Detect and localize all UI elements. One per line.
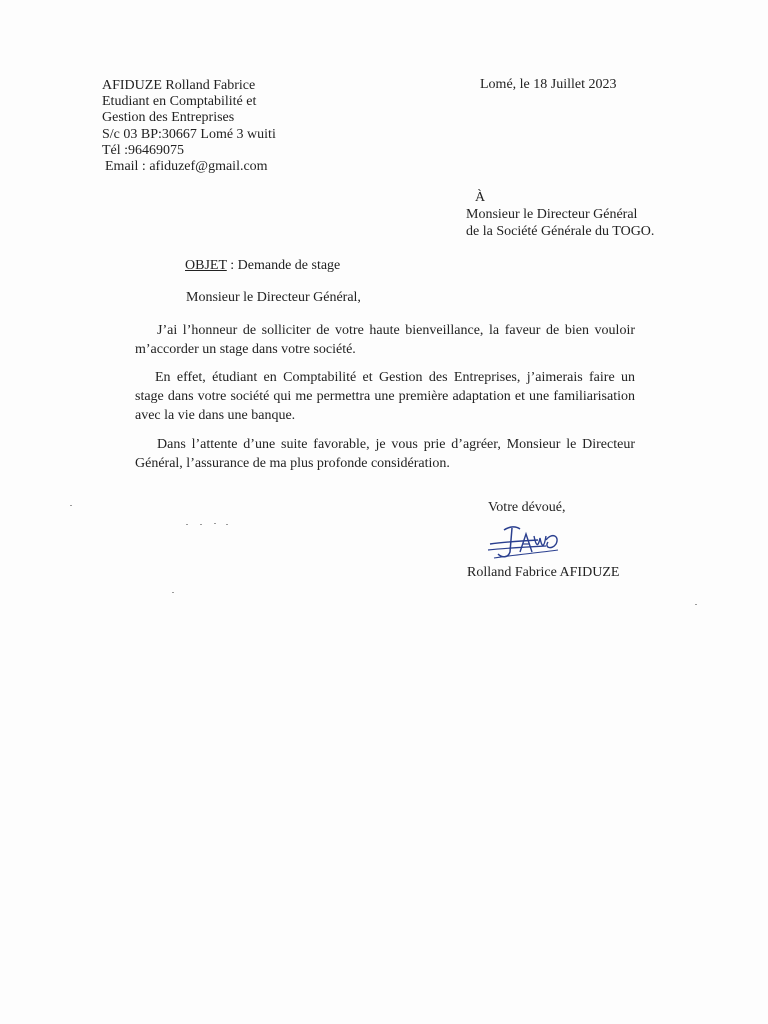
recipient-prefix: À	[475, 190, 486, 205]
subject-label: OBJET	[185, 258, 227, 273]
handwritten-signature	[486, 522, 562, 564]
sender-study-line1: Etudiant en Comptabilité et	[102, 94, 257, 110]
subject-text: : Demande de stage	[226, 258, 341, 273]
scan-speck	[214, 523, 216, 524]
body-paragraph-3: Dans l’attente d’une suite favorable, je vous prie d’agréer, Monsieur le Directeur Général, l’assurance de ma plus profonde considération.	[135, 437, 635, 471]
sender-study-line2: Gestion des Entreprises	[102, 110, 235, 126]
sender-address: S/c 03 BP:30667 Lomé 3 wuiti	[102, 126, 276, 142]
scan-speck	[172, 592, 174, 593]
signer-name: Rolland Fabrice AFIDUZE	[467, 565, 620, 580]
subject-line	[185, 258, 340, 274]
recipient-line1: Monsieur le Directeur Général	[466, 207, 638, 222]
letter-date: Lomé, le 18 Juillet 2023	[480, 77, 617, 92]
scan-speck	[695, 604, 697, 605]
body-paragraph-2: En effet, étudiant en Comptabilité et Gestion des Entreprises, j’aimerais faire un stage dans votre société qui me permettra une première adaptation et une familiarisation avec la vie dans une banque.	[135, 370, 635, 423]
sender-phone: Tél :96469075	[102, 142, 185, 158]
sender-email: Email : afiduzef@gmail.com	[105, 159, 268, 175]
scan-speck	[226, 524, 228, 525]
recipient-block	[466, 189, 654, 240]
scan-speck	[70, 505, 72, 506]
sender-name: AFIDUZE Rolland Fabrice	[102, 78, 256, 93]
scan-speck	[200, 524, 202, 525]
salutation: Monsieur le Directeur Général,	[186, 290, 361, 305]
body-paragraph-1: J’ai l’honneur de solliciter de votre haute bienveillance, la faveur de bien vouloir m’accorder un stage dans votre société.	[135, 323, 635, 357]
recipient-line2: de la Société Générale du TOGO.	[466, 224, 655, 239]
closing-phrase: Votre dévoué,	[488, 500, 566, 515]
sender-block	[102, 78, 276, 175]
scan-speck	[186, 524, 188, 525]
